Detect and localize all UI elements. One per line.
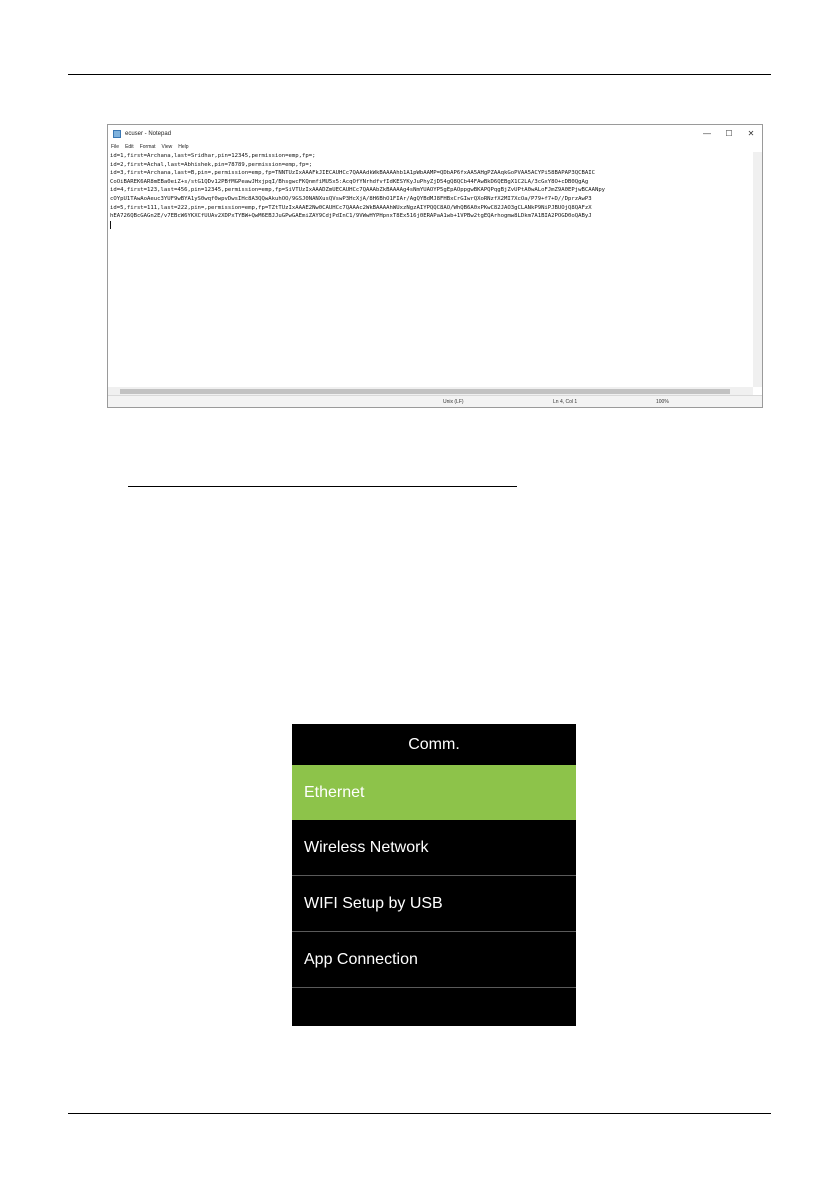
- menu-item-app-connection[interactable]: App Connection: [292, 932, 576, 988]
- menu-format[interactable]: Format: [139, 143, 156, 150]
- text-line: id=1,first=Archana,last=Sridhar,pin=12345,permission=emp,fp=;: [110, 153, 316, 159]
- screen-title: Comm.: [408, 735, 460, 753]
- text-line: id=3,first=Archana,last=B,pin=,permission=emp,fp=TNNTUzIxAAAFkJIECAUHCc7QAAAdkWkBAAAAhb1A1pWbAAMP=QDbAP6fxAA5AHgPZAAqkGoPVAA5ACYPi58BAPAP3QCBAIC: [110, 170, 595, 177]
- notepad-menubar: [108, 142, 762, 151]
- text-line: cOYpU1TAwAoAeuc3YUF9wBYA1yS0wqf0wpvDwsIHc8A3QQwAkuhOO/9GSJ0NANXusQVswP3HcXjA/8H6BhO1FIAr/AgQYBdMJ8FHBxCrGIwrQXoRNzfX2MI7XcOa/P79+f7+D//DprzAwP3: [110, 195, 592, 202]
- text-caret: [110, 221, 111, 229]
- minimize-icon[interactable]: —: [703, 129, 711, 138]
- text-line: id=4,first=123,last=456,pin=12345,permission=emp,fp=SiVTUzIxAAADZmUECAUHCc7QAAAbZkBAAAAg4sNmYUAOYP5gEpAOppgwBKAPQPqgBjZvUPtA0wALoFJmZ9A0EPjwBCAANpy: [110, 187, 606, 194]
- header-rule: [68, 74, 771, 75]
- scrollbar-thumb[interactable]: [120, 389, 730, 394]
- menu-help[interactable]: Help: [178, 143, 189, 150]
- status-line-ending: Unix (LF): [443, 399, 464, 405]
- menu-item-wifi-setup-usb[interactable]: WIFI Setup by USB: [292, 876, 576, 932]
- text-line: id=5,first=111,last=222,pin=,permission=emp,fp=TZtTUzIxAAAE2Nw0CAUHCc7QAAAc2WkBAAAAhWUxzNgzAIYPQQC8AO/WhQB6A0xPKwC82JAO3gCLANkP9NiPJBUOjQ8QAFzX: [110, 204, 592, 211]
- menu-edit[interactable]: Edit: [125, 143, 134, 150]
- menu-item-ethernet[interactable]: Ethernet: [292, 765, 576, 820]
- maximize-icon[interactable]: ☐: [725, 129, 733, 138]
- menu-file[interactable]: File: [111, 143, 120, 150]
- notepad-text-area[interactable]: [108, 152, 753, 387]
- status-zoom: 100%: [656, 399, 669, 405]
- device-comm-screen: [292, 724, 576, 1026]
- close-icon[interactable]: ✕: [747, 129, 755, 138]
- menu-view[interactable]: View: [161, 143, 173, 150]
- text-line: CoOiBAREK6AR8mEBa0eiZ+s/stG1QDv12PBfMGPeawJHxjpqI/BhsgwcFKQnmfiMU5x5:AcqOfYNrhdfvfIdKESYKyJuPhyZjD54gQ8QCb44FAwBkD6QEBgX1C2LA/3cGxY8O+cDB0QgAg: [110, 178, 589, 185]
- menu-item-wireless-network[interactable]: Wireless Network: [292, 820, 576, 876]
- text-line: hEA726QBcGAGn2E/v7EBcW6YKXCfUUAv2XDPxTYBW+QwM6EBJJuGPwGAEmiZAY9CdjPdInC1/9VWwHYPHpnxT8Ex516j0ERAPaA1wb+1VPBw2tgEQArhogmw8LDkm7A1BIA2POGD0oQAByJ: [110, 213, 592, 220]
- vertical-scrollbar[interactable]: [753, 152, 762, 387]
- notepad-window: [107, 124, 763, 408]
- notepad-titlebar: [108, 125, 762, 142]
- notepad-statusbar: [108, 395, 762, 407]
- underline-rule: [128, 486, 517, 487]
- text-line: id=2,first=Achal,last=Abhishek,pin=78789,permission=emp,fp=;: [110, 161, 313, 168]
- notepad-title: ecuser - Notepad: [125, 130, 172, 137]
- status-cursor-position: Ln 4, Col 1: [553, 399, 578, 405]
- footer-rule: [68, 1113, 771, 1114]
- notepad-icon: [113, 130, 121, 138]
